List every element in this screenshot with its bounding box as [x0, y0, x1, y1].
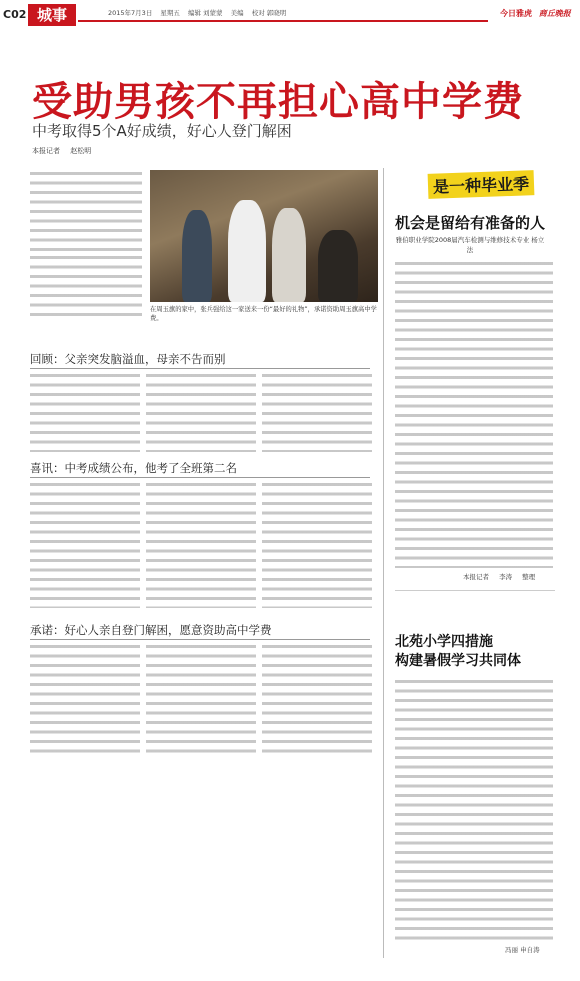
section-rule: [30, 639, 370, 640]
paper-logo: 商丘晚报: [538, 9, 571, 18]
photo-caption: 在周玉旗的家中，张兵强给这一家送来一份“最好的礼物”，承诺资助周玉旗高中学费。: [150, 306, 377, 322]
section-rule: [30, 368, 370, 369]
sidebar-subtitle: 雅伯职业学院2008届汽车检测与维修技术专业 杨立法: [395, 236, 545, 254]
sidebar-body: [395, 262, 553, 568]
person-figure: [318, 230, 358, 302]
designer: 美编: [230, 9, 244, 17]
body-column: [30, 374, 140, 452]
issue-weekday: 星期五: [160, 9, 180, 17]
masthead-right: [500, 8, 571, 19]
news-photo: [150, 170, 378, 302]
body-column: [262, 483, 372, 608]
sidebar-reporter-label: 本报记者: [463, 573, 489, 581]
body-column: [146, 374, 256, 452]
byline: [32, 146, 99, 156]
section-heading-1: 回顾：父亲突发脑溢血，母亲不告而别: [30, 352, 226, 366]
sidebar-title: 机会是留给有准备的人: [395, 214, 546, 232]
sidebar-title-2-line2: 构建暑假学习共同体: [395, 653, 521, 669]
body-column: [146, 645, 256, 755]
editor: 编辑 刘蒙蒙: [187, 9, 223, 17]
body-column: [146, 483, 256, 608]
sidebar-reporter: 李涛: [499, 573, 513, 581]
body-column: [262, 645, 372, 755]
sidebar-title-2-line1: 北苑小学四措施: [395, 634, 493, 650]
section-label: 城事: [28, 4, 76, 26]
column-name: 今日雅虎: [500, 9, 532, 18]
body-column: [30, 483, 140, 608]
person-figure: [228, 200, 266, 302]
graduation-season-tag: 是一种毕业季: [428, 170, 535, 199]
body-column: [30, 645, 140, 755]
sidebar-credit-suffix: 整理: [522, 573, 536, 581]
sidebar-credit: [455, 572, 535, 581]
sidebar-body-2: [395, 680, 553, 942]
page-number: C02: [3, 8, 27, 21]
reporter-label: 本报记者: [32, 147, 60, 155]
intro-paragraph: [30, 172, 142, 252]
person-figure: [272, 208, 306, 302]
section-rule: [30, 477, 370, 478]
intro-paragraph-2: [30, 256, 142, 316]
section-heading-2: 喜讯：中考成绩公布，他考了全班第二名: [30, 461, 237, 475]
issue-info: [108, 8, 292, 17]
sidebar-title-2: [395, 633, 521, 671]
proofreader: 校对 郭晓明: [251, 9, 287, 17]
column-divider: [383, 168, 384, 958]
sidebar-rule: [395, 590, 555, 591]
sidebar-footer-credit: 冯丽 申自涛: [505, 946, 540, 954]
subheadline: 中考取得5个A好成绩，好心人登门解困: [32, 122, 292, 140]
section-heading-3: 承诺：好心人亲自登门解困，愿意资助高中学费: [30, 623, 272, 637]
body-column: [262, 374, 372, 452]
issue-date: 2015年7月3日: [108, 9, 153, 17]
headline: 受助男孩不再担心高中学费: [32, 79, 524, 125]
header-rule: [78, 20, 488, 22]
reporter-name: 赵松明: [70, 147, 92, 155]
person-figure: [182, 210, 212, 302]
